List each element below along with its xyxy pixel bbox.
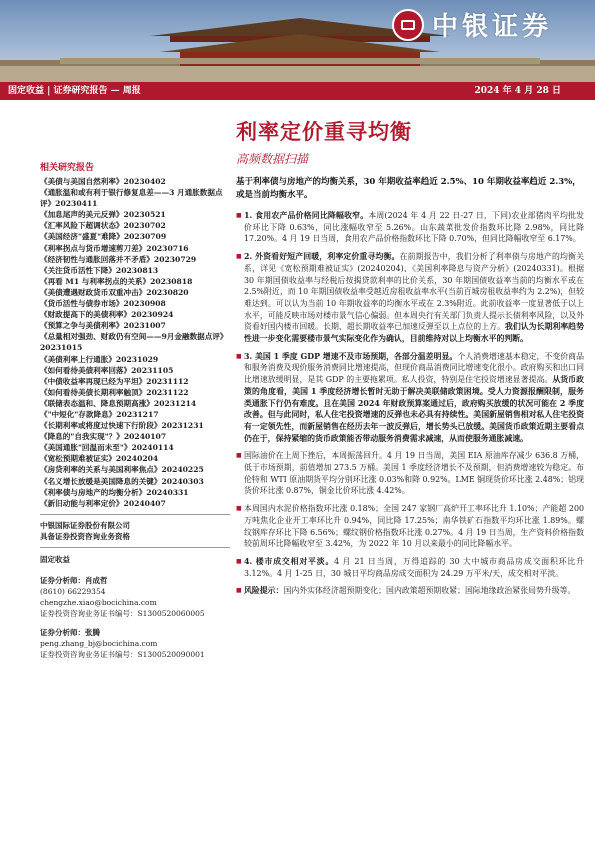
related-item[interactable]: 《联储表态温和、降息预期高涨》20231214 (40, 398, 197, 408)
paragraph-heading: 2. 外资看好短产回暖，利率定价重寻均衡。 (244, 252, 400, 262)
related-item[interactable]: 《降息的"自我实现"？》20240107 (40, 432, 167, 442)
related-item[interactable]: 《关注货币活性下降》20230813 (40, 265, 159, 275)
divider (40, 514, 230, 515)
paragraph (236, 556, 584, 579)
analyst-2-name: 证券分析师：张腾 (40, 627, 100, 637)
related-item[interactable]: 《美债利率上行通胀》20231029 (40, 354, 159, 364)
related-item[interactable]: 《汇率风险下超调状态》20230702 (40, 221, 166, 231)
related-item[interactable]: 《名义增长放缓是美国降息的关键》20240303 (40, 476, 204, 486)
paragraph (236, 450, 584, 497)
paragraph-heading: 1. 食用农产品价格同比降幅收窄。 (244, 211, 369, 220)
paragraph-body: 个人消费增速基本稳定，不变价商品和服务消费及现价服务消费同比增速提高，但现价商品消费同比增速变化很小。政府购买和出口同比增速放缓明显，是其 GDP 的主要拖累项。私人投资，特别是住宅投资增速显著提高。 (244, 351, 584, 385)
header-bar (0, 82, 595, 100)
analyst-1-cert: 证券投资咨询业务证书编号：S1300520060005 (40, 608, 205, 618)
report-date: 2024 年 4 月 28 日 (474, 86, 561, 96)
related-item[interactable]: 《利率债与房地产的均衡分析》20240331 (40, 487, 189, 497)
sidebar (40, 160, 230, 660)
related-item[interactable]: 《通胀温和或有利于银行修复息差——3 月通胀数据点评》20230411 (40, 188, 223, 209)
analyst-2-email[interactable]: peng.zhang_bj@bocichina.com (40, 638, 158, 648)
paragraph-body: 国内外实体经济超预期变化；国内政策超预期收紧；国际地缘政治紧张局势升级等。 (283, 586, 576, 596)
analyst-1-name: 证券分析师：肖成哲 (40, 575, 108, 585)
related-item[interactable]: 《货币活性与债券市场》20230908 (40, 299, 166, 309)
related-item[interactable]: 《美债遭遇财政货币双重冲击》20230820 (40, 287, 189, 297)
analyst-1-phone: (8610) 66229354 (40, 586, 106, 596)
related-item[interactable]: 《新旧动能与利率定价》20240407 (40, 498, 166, 508)
paragraph-body: 本周(2024 年 4 月 22 日-27 日，下同)农业部猪肉平均批发价环比下降 0.63%，同比涨幅收窄至 5.26%。山东蔬菜批发价指数环比降 2.98%，同比降 17.20%。4 月 19 日当周，食用农产品价格指数环比下降 0.70%，但同比降幅收窄至 6.17%。 (244, 211, 584, 244)
related-heading: 相关研究报告 (40, 163, 95, 173)
paragraph-heading: 4. 楼市成交相对平淡。 (244, 556, 335, 566)
related-item[interactable]: 《"中短化"存款降息》20231217 (40, 409, 159, 419)
related-item[interactable]: 《预算之争与美债利率》20231007 (40, 321, 166, 331)
paragraph-emphasis: 我们认为长期利率趋势性进一步变化需要楼市景气实际变化作为确认，目前维持对以上均衡水平的判断。 (244, 322, 584, 344)
related-item[interactable]: 《如何看待美债利率回落》20231105 (40, 365, 174, 375)
paragraph-body: 本周国内水泥价格指数环比涨 0.18%；全国 247 家钢厂高炉开工率环比升 1.10%；产能超 200 万吨焦化企业开工率环比升 0.94%，同比降 17.25%；南华铁矿石指数平均环比涨 1.89%。螺纹钢库存环比下降 6.56%；螺纹钢价格指数环比涨 0.27%。4 月 19 日当周，生产资料价格指数较前周环比降幅收窄至 3.42%，为 2022 年 10 月以来最小的同比降幅水平。 (244, 504, 584, 549)
paragraph (236, 251, 584, 345)
report-category: 固定收益 | 证券研究报告 — 周报 (8, 86, 141, 96)
abstract: 基于利率债与房地产的均衡关系，30 年期收益率趋近 2.5%、10 年期收益率趋近 2.3%，或是当前均衡水平。 (236, 177, 581, 200)
analyst-1-email[interactable]: chengzhe.xiao@bocichina.com (40, 597, 157, 607)
category-label: 固定收益 (40, 554, 70, 564)
paragraph-emphasis: 从货币政策的角度看，美国 1 季度经济增长暂时无助于解决美联储政策困境。受人力资源报酬限制，服务类通胀下行仍有难度。且在美国 2024 年财政预算案通过后，政府购买放缓的状况可能在 2 季度改善。但与此同时，私人住宅投资增速的反弹也未必具有持续性。美国新屋销售相对私人住宅投资有一定领先性，而新屋销售在经历去年一波反弹后，增长势头已放缓。美国货币政策近期主要看点仍在于，保持紧缩的货币政策能否带动服务消费需求减速，从而使服务通胀减速。 (244, 375, 584, 443)
related-item[interactable]: 《财政提高下的美债利率》20230924 (40, 310, 174, 320)
related-list (40, 176, 230, 509)
page-title: 利率定价重寻均衡 (236, 119, 412, 144)
related-item[interactable]: 《美国通胀"回温而未至"》20240114 (40, 443, 174, 453)
divider (40, 547, 230, 548)
paragraph-heading: 3. 美国 1 季度 GDP 增速不及市场预期，各部分温差明显。 (244, 351, 458, 361)
page-subtitle: 高频数据扫描 (236, 152, 309, 166)
related-item[interactable]: 《加息尾声的美元反弹》20230521 (40, 210, 166, 220)
analyst-2-cert: 证券投资咨询业务证书编号：S1300520090001 (40, 649, 205, 659)
header-banner (0, 0, 595, 82)
paragraphs (236, 210, 584, 597)
related-item[interactable]: 《宽松预期难被证实》20240204 (40, 454, 159, 464)
related-item[interactable]: 《房贷利率的关系与美国利率焦点》20240225 (40, 465, 204, 475)
company-line2: 具备证券投资咨询业务资格 (40, 531, 130, 541)
related-item[interactable]: 《利率拐点与货币增速剪刀差》20230716 (40, 243, 189, 253)
paragraph (236, 585, 584, 597)
main-content (236, 176, 584, 603)
paragraph-body: 在前期报告中，我们分析了利率债与房地产的均衡关系，详见《宽松预期难被证实》(20240204)、《美国利率降息与资产分析》(20240331)。根据 30 年期国债收益率与经税后按揭贷款利率的比价关系，30 年期国债收益率当前的均衡水平或在 2.5%附近，而 10 年期国债收益率受越近房租收益率水平(当前百城房租收益率约为 2.2%)，但较难达到。可以认为当前 10 年期收益率的均衡水平或在 2.3%附近。此前收益率一度显著低于以上水平，可能反映市场对楼市景气信心偏弱。但本周央行有关部门负责人提示长债利率风险，以及外资看好国内楼市回暖。长期、超长期收益率已加速反弹至以上点位的上方。 (244, 252, 584, 332)
paragraph-body: 国际油价在上周下挫后，本周振荡回升。4 月 19 日当周，美国 EIA 原油库存减少 636.8 万桶，低于市场预期，前值增加 273.5 万桶。美国 1 季度经济增长不及预期，但消费增速较为稳定。布伦特和 WTI 原油期货平均分别环比涨 0.03%和降 0.92%。LME 铜现货价环比涨 2.48%；铝现货价环比涨 0.87%，铜金比价环比涨 4.42%。 (244, 451, 584, 496)
related-item[interactable]: 《总量相对强劲、财政仍有空间——9月金融数据点评》20231015 (40, 332, 228, 353)
paragraph-body: 4 月 21 日当周，万得追踪的 30 大中城市商品房成交面积环比升 3.12%。4 月 1-25 日，30 城日平均商品房成交面积为 24.29 万平米/天，成交相对平淡。 (244, 556, 584, 578)
related-item[interactable]: 《如何看待美债长期利率触顶》20231122 (40, 387, 189, 397)
related-item[interactable]: 《经济韧性与通胀回落并不矛盾》20230729 (40, 254, 197, 264)
paragraph (236, 351, 584, 445)
logo-text: 中银证券 (432, 12, 553, 42)
paragraph (236, 503, 584, 550)
boc-logo-icon (392, 9, 424, 41)
related-item[interactable]: 《美债与美国自然利率》20230402 (40, 177, 166, 186)
paragraph-heading: 风险提示： (244, 586, 284, 596)
related-item[interactable]: 《再看 M1 与利率拐点的关系》20230818 (40, 276, 193, 286)
company-line1: 中银国际证券股份有限公司 (40, 520, 130, 530)
related-item[interactable]: 《中债收益率再现已经为平坦》20231112 (40, 376, 189, 386)
related-item[interactable]: 《美国经济"盛夏"难降》20230709 (40, 232, 167, 242)
brand-logo (392, 6, 552, 43)
paragraph (236, 210, 584, 245)
related-item[interactable]: 《长期利率或将度过快速下行阶段》20231231 (40, 421, 204, 431)
